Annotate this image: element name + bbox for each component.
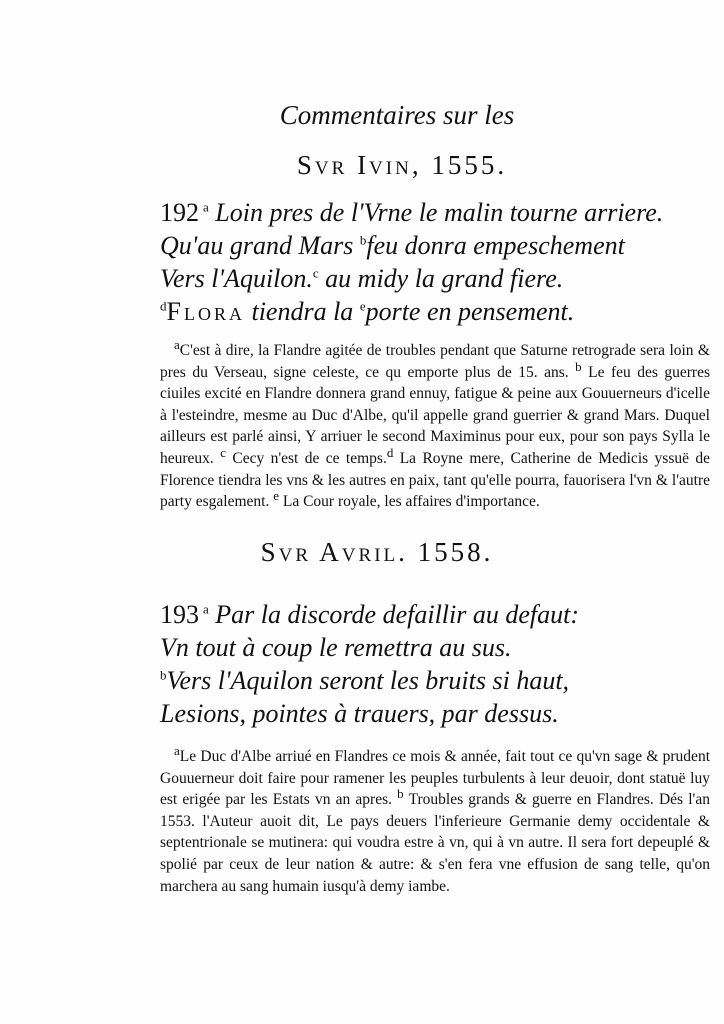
note-marker: d xyxy=(160,298,167,314)
note-marker: c xyxy=(220,444,226,460)
note-marker: a xyxy=(203,601,209,617)
verse-line-2 xyxy=(160,631,700,664)
note-marker: b xyxy=(359,232,367,248)
commentary-text: Le feu des guerres ciuiles excité en Flandre donnera grand ennuy, fatigue & peine aux Gouuerneurs d'icelle à l'esteindre, mesme au Duc d'Albe, qu'il appelle grand guerrier & grand Mars. Duquel ailleurs est parlé ainsi, Y arriuer le second Maximinus pour eux, pour son pays Sylla le heureux. xyxy=(160,363,711,467)
verse-text: Lesions, pointes à trauers, par dessus. xyxy=(160,699,559,728)
commentary-text: Troubles grands & guerre en Flandres. Dés l'an 1553. l'Auteur auoit dit, Le pays deuers l'inferieure Germanie demy occidentale & septentrionale se mutinera: qui voudra estre à vn, qui à vn autre. Il sera fort depeuplé & spolié par ceux de leur nation & autre: & s'en fera vne effusion de sang telle, qu'on marchera au sang humain iusqu'à demy iambe. xyxy=(160,791,710,895)
verse-caps-word: Flora xyxy=(166,297,245,326)
verse-text: Vers l'Aquilon. xyxy=(160,264,313,293)
verse-text: Loin pres de l'Vrne le malin tourne arriere. xyxy=(215,198,664,227)
note-marker: a xyxy=(174,336,180,352)
verse-text: au midy la grand fiere. xyxy=(325,264,564,293)
running-head: Commentaires sur les xyxy=(279,100,515,130)
verse-line-4 xyxy=(160,295,700,328)
note-marker: c xyxy=(312,265,319,281)
note-marker: e xyxy=(359,298,366,314)
note-marker: b xyxy=(397,786,404,802)
quatrain-192 xyxy=(160,196,700,328)
note-marker: a xyxy=(203,199,209,215)
note-marker: d xyxy=(386,444,394,460)
commentary-text: Cecy n'est de ce temps. xyxy=(232,449,387,467)
note-marker: a xyxy=(174,742,180,758)
verse-text: Vers l'Aquilon seront les bruits si haut, xyxy=(166,666,570,695)
quatrain-number: 193 xyxy=(160,600,199,629)
verse-text: Par la discorde defaillir au defaut: xyxy=(215,600,580,629)
commentary-193 xyxy=(160,742,710,897)
verse-line-4 xyxy=(160,697,700,730)
commentary-text: La Royne mere, Catherine de Medicis yssuë de Florence tiendra les vns & les autres en paix, tant qu'elle pourra, fauorisera l'vn & l'autre party esgalement. xyxy=(160,449,711,511)
section-heading-june-1555: Svr Ivin, 1555. xyxy=(296,150,508,180)
section-heading-april-1558: Svr Avril. 1558. xyxy=(260,537,494,567)
commentary-192 xyxy=(160,336,711,513)
commentary-text: C'est à dire, la Flandre agitée de troubles pendant que Saturne retrograde sera loin & pres du Verseau, signe celeste, ce qu emporte plus de 15. ans. xyxy=(160,342,710,381)
verse-line-1 xyxy=(160,196,700,229)
verse-line-3 xyxy=(160,262,700,295)
verse-text: Qu'au grand Mars xyxy=(160,231,354,260)
verse-text: porte en pensement. xyxy=(365,297,575,326)
verse-text: feu donra empeschement xyxy=(366,231,625,260)
quatrain-193 xyxy=(160,598,700,730)
note-marker: b xyxy=(160,667,167,683)
verse-text: tiendra la xyxy=(251,297,354,326)
quatrain-number: 192 xyxy=(160,198,199,227)
commentary-text: Le Duc d'Albe arriué en Flandres ce mois & année, fait tout ce qu'vn sage & prudent Gouuerneur doit faire pour ramener les peuples turbulents à leur deuoir, dont statuë luy est erigée par les Estats vn an apres. xyxy=(160,748,710,809)
note-marker: e xyxy=(273,488,279,503)
verse-text: Vn tout à coup le remettra au sus. xyxy=(160,633,512,662)
verse-line-2 xyxy=(160,229,700,262)
commentary-text: La Cour royale, les affaires d'importance. xyxy=(282,493,540,511)
note-marker: b xyxy=(575,358,582,374)
verse-line-3 xyxy=(160,664,700,697)
verse-line-1 xyxy=(160,598,700,631)
